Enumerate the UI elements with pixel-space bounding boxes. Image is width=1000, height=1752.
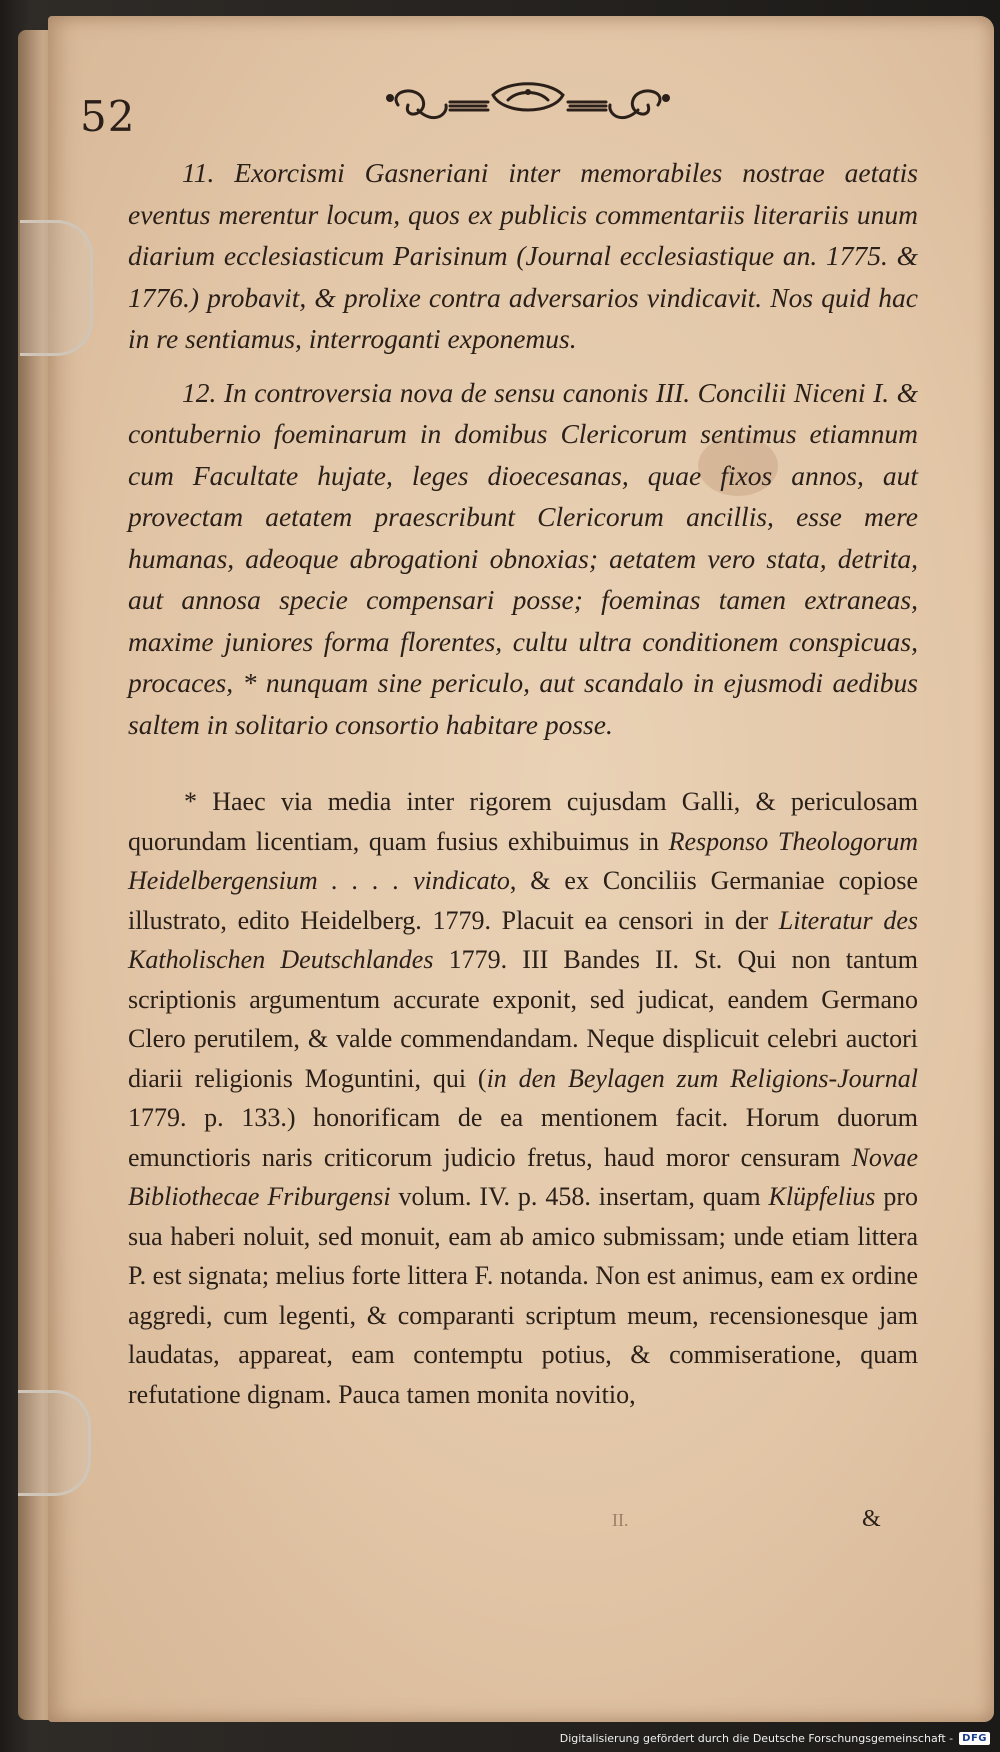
bleed-through-mark: II.	[612, 1510, 629, 1530]
footnote-text-4: 1779. p. 133.) honorificam de ea mentionem facit. Horum duorum emunctioris naris criticorum judicio fretus, haud moror censuram	[128, 1103, 918, 1172]
footnote-citation-kluepfel: Klüpfelius	[768, 1182, 876, 1211]
page-clip-bottom	[18, 1390, 91, 1496]
dfg-logo-icon: DFG	[959, 1732, 990, 1745]
footnote-citation-bibliotheca: Novae Bibliothecae Friburgensi	[128, 1142, 918, 1211]
main-text	[128, 152, 918, 757]
footnote-text-2: , & ex Conciliis Germaniae copiose illustrato, edito Heidelberg. 1779. Placuit ea censori in der	[128, 866, 918, 935]
footnote-citation-journal: in den Beylagen zum Religions-Journal	[486, 1063, 918, 1093]
footnote-text-3: 1779. III Bandes II. St. Qui non tantum scriptionis argumentum accurate exponit, sed judicat, eandem Germano Clero perutilem, & valde commendandam. Neque displicuit celebri auctori diarii religionis Moguntini, qui (	[128, 945, 918, 1093]
paragraph-12: 12. In controversia nova de sensu canonis III. Concilii Niceni I. & contubernio foeminarum in domibus Clericorum sentimus etiamnum cum Facultate hujate, leges dioecesanas, quae fixos annos, aut provectam aetatem praescribunt Clericorum ancillis, esse mere humanas, adeoque abrogationi obnoxias; aetatem vero stata, detrita, aut annosa specie compensari posse; foeminas tamen extraneas, maxime juniores forma florentes, cultu ultra conditionem conspicuas, procaces, * nunquam sine periculo, aut scandalo in ejusmodi aedibus saltem in solitario consortio habitare posse.	[128, 376, 918, 740]
floral-headpiece-ornament-icon	[378, 80, 678, 130]
footnote-paragraph	[128, 782, 918, 1414]
footnote-text-1: * Haec via media inter rigorem cujusdam Galli, & periculosam quorundam licentiam, quam fusius exhibuimus in	[128, 787, 918, 856]
paragraph-11: 11. Exorcismi Gasneriani inter memorabiles nostrae aetatis eventus merentur locum, quos ex publicis commentariis literariis unum diarium ecclesiasticum Parisinum (Journal ecclesiastique an. 1775. & 1776.) probavit, & prolixe contra adversarios vindicavit. Nos quid hac in re sentiamus, interroganti exponemus.	[128, 157, 918, 354]
page-clip-top	[20, 220, 93, 356]
page-number: 52	[80, 92, 136, 141]
footnote	[128, 782, 918, 1414]
digitization-credit-text: Digitalisierung gefördert durch die Deutsche Forschungsgemeinschaft -	[559, 1731, 954, 1745]
footnote-citation-literatur: Literatur des Katholischen Deutschlandes	[128, 905, 918, 974]
footnote-citation-responso: Responso Theologorum Heidelbergensium . . . . vindicato	[128, 826, 918, 895]
catchword: &	[862, 1506, 881, 1532]
footnote-text-6: pro sua haberi noluit, sed monuit, eam ab amico submissam; unde etiam littera P. est signata; melius forte littera F. notanda. Non est animus, eam ex ordine aggredi, cum legenti, & comparanti scriptum meum, recensionesque jam laudatas, appareat, eam contemptu potius, & commiseratione, quam refutatione dignam. Pauca tamen monita novitio,	[128, 1182, 918, 1409]
digitization-credit	[560, 1728, 990, 1748]
footnote-text-5: volum. IV. p. 458. insertam, quam	[390, 1182, 769, 1211]
